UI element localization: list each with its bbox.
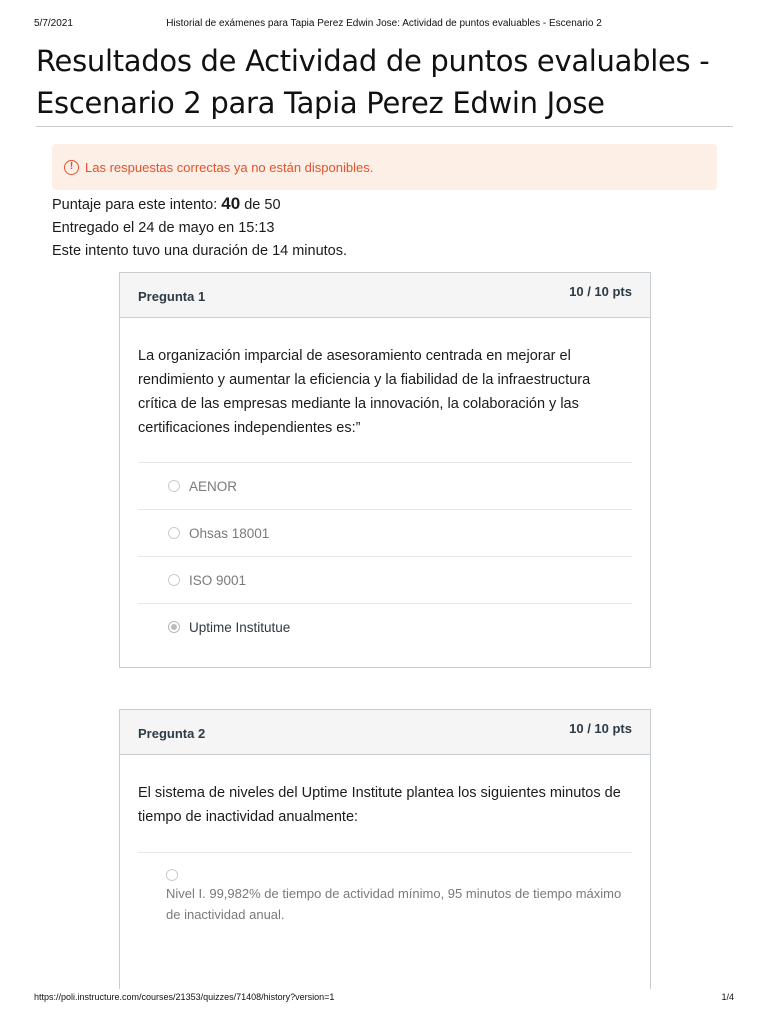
score-suffix: de 50	[240, 197, 281, 213]
score-value: 40	[221, 194, 241, 213]
attempt-summary	[52, 192, 347, 263]
answer-label: Nivel I. 99,982% de tiempo de actividad mínimo, 95 minutos de tiempo máximo de inactividad anual.	[166, 886, 622, 922]
alert-text: Las respuestas correctas ya no están disponibles.	[85, 159, 374, 175]
answer-label: AENOR	[189, 478, 238, 494]
question-header	[120, 710, 650, 755]
question-points: 10 / 10 pts	[569, 721, 632, 736]
alert-circle-icon: !	[64, 160, 79, 175]
question-points: 10 / 10 pts	[569, 284, 632, 299]
answer-option-selected[interactable]	[138, 603, 632, 650]
radio-button[interactable]	[168, 480, 180, 492]
submitted-line: Entregado el 24 de mayo en 15:13	[52, 220, 275, 236]
print-document-title: Historial de exámenes para Tapia Perez Edwin Jose: Actividad de puntos evaluables - Escenario 2	[166, 18, 602, 29]
title-divider	[36, 126, 733, 127]
question-card	[119, 272, 651, 668]
radio-button[interactable]	[166, 869, 178, 881]
page-title-line1: Resultados de Actividad de puntos evaluables -	[36, 44, 710, 78]
answer-option[interactable]	[138, 509, 632, 556]
answers-unavailable-alert	[52, 144, 717, 190]
question-text: La organización imparcial de asesoramiento centrada en mejorar el rendimiento y aumentar la eficiencia y la fiabilidad de la infraestructura crítica de las empresas mediante la innovación, la colaboración y las certificaciones independientes es:”	[138, 348, 591, 436]
print-url: https://poli.instructure.com/courses/21353/quizzes/71408/history?version=1	[34, 992, 335, 1002]
page-number: 1/4	[721, 992, 734, 1002]
question-text: El sistema de niveles del Uptime Institute plantea los siguientes minutos de tiempo de inactividad anualmente:	[138, 785, 621, 825]
answer-list	[138, 462, 632, 650]
radio-button[interactable]	[168, 527, 180, 539]
radio-button-checked[interactable]	[168, 621, 180, 633]
question-title: Pregunta 1	[138, 289, 206, 304]
answer-option[interactable]	[138, 852, 632, 925]
print-footer	[34, 992, 734, 1006]
question-card	[119, 709, 651, 989]
page-title-line2: Escenario 2 para Tapia Perez Edwin Jose	[36, 86, 605, 120]
answer-option[interactable]	[138, 556, 632, 603]
answer-option[interactable]	[138, 462, 632, 509]
print-header	[34, 18, 734, 32]
answer-list	[138, 852, 632, 925]
answer-label: ISO 9001	[189, 572, 247, 588]
question-title: Pregunta 2	[138, 726, 206, 741]
radio-button[interactable]	[168, 574, 180, 586]
question-header	[120, 273, 650, 318]
page-title	[36, 40, 736, 124]
score-line	[52, 192, 347, 217]
score-prefix: Puntaje para este intento:	[52, 197, 222, 213]
duration-line: Este intento tuvo una duración de 14 minutos.	[52, 243, 348, 259]
answer-label: Uptime Institutue	[189, 619, 291, 635]
print-date: 5/7/2021	[34, 18, 73, 29]
answer-label: Ohsas 18001	[189, 525, 270, 541]
